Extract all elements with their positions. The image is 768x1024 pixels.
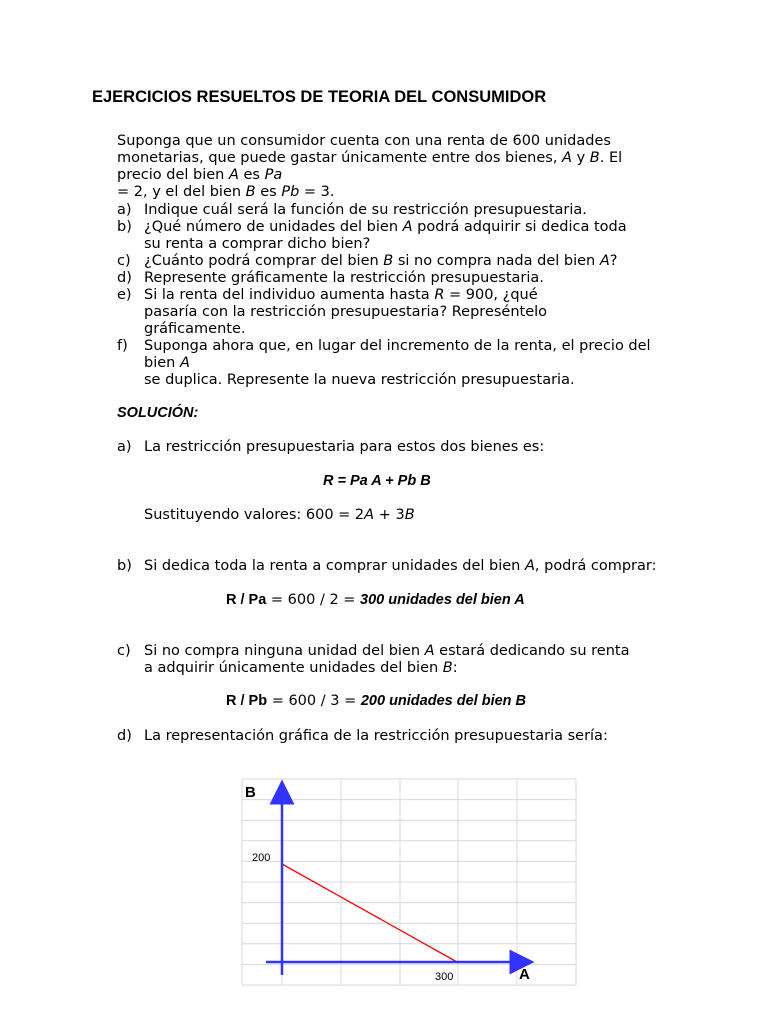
substitution-line: Sustituyendo valores: 600 = 2A + 3B xyxy=(144,507,415,523)
question-f-text-2: bien A xyxy=(144,355,190,371)
question-a-text: Indique cuál será la función de su restricción presupuestaria. xyxy=(144,202,587,218)
question-b-text-2: su renta a comprar dicho bien? xyxy=(144,236,371,252)
question-b-text: ¿Qué número de unidades del bien A podrá adquirir si dedica toda xyxy=(144,219,627,235)
question-e-text-2: pasaría con la restricción presupuestaria? Represéntelo xyxy=(144,304,548,320)
solution-b-label: b) xyxy=(117,558,132,574)
intro-line-1: Suponga que un consumidor cuenta con una renta de 600 unidades xyxy=(117,133,611,149)
intro-line-3: precio del bien A es Pa xyxy=(117,167,283,183)
budget-formula: R = Pa A + Pb B xyxy=(323,473,431,489)
solution-a-label: a) xyxy=(117,439,132,455)
solution-d-label: d) xyxy=(117,728,132,744)
question-d-text: Represente gráficamente la restricción presupuestaria. xyxy=(144,270,544,286)
intro-line-2: monetarias, que puede gastar únicamente entre dos bienes, A y B. El xyxy=(117,150,623,166)
solution-b-formula: R / Pa = 600 / 2 = 300 unidades del bien A xyxy=(226,592,525,608)
question-f-text: Suponga ahora que, en lugar del incremento de la renta, el precio del xyxy=(144,338,651,354)
question-c-label: c) xyxy=(117,253,131,269)
intro-line-4: = 2, y el del bien B es Pb = 3. xyxy=(117,184,335,200)
question-f-label: f) xyxy=(117,338,128,354)
solution-a-text: La restricción presupuestaria para estos dos bienes es: xyxy=(144,439,545,455)
solution-b-text: Si dedica toda la renta a comprar unidades del bien A, podrá comprar: xyxy=(144,558,657,574)
question-c-text: ¿Cuánto podrá comprar del bien B si no compra nada del bien A? xyxy=(144,253,618,269)
question-a-label: a) xyxy=(117,202,132,218)
question-f-text-3: se duplica. Represente la nueva restricción presupuestaria. xyxy=(144,372,575,388)
question-e-text: Si la renta del individuo aumenta hasta R = 900, ¿qué xyxy=(144,287,538,303)
question-d-label: d) xyxy=(117,270,132,286)
solution-c-formula: R / Pb = 600 / 3 = 200 unidades del bien B xyxy=(226,693,527,709)
chart-grid xyxy=(242,779,576,985)
solution-c-text-2: a adquirir únicamente unidades del bien B: xyxy=(144,660,458,676)
question-e-text-3: gráficamente. xyxy=(144,321,246,337)
x-axis-label: A xyxy=(519,966,530,983)
solution-d-text: La representación gráfica de la restricción presupuestaria sería: xyxy=(144,728,608,744)
solution-heading: SOLUCIÓN: xyxy=(117,405,199,421)
question-e-label: e) xyxy=(117,287,132,303)
x-tick-label: 300 xyxy=(435,971,454,983)
solution-c-text: Si no compra ninguna unidad del bien A estará dedicando su renta xyxy=(144,643,630,659)
document-title: EJERCICIOS RESUELTOS DE TEORIA DEL CONSUMIDOR xyxy=(92,88,547,106)
question-b-label: b) xyxy=(117,219,132,235)
y-axis-label: B xyxy=(245,784,256,801)
budget-line xyxy=(282,864,457,962)
y-tick-label: 200 xyxy=(252,852,271,864)
solution-c-label: c) xyxy=(117,643,131,659)
